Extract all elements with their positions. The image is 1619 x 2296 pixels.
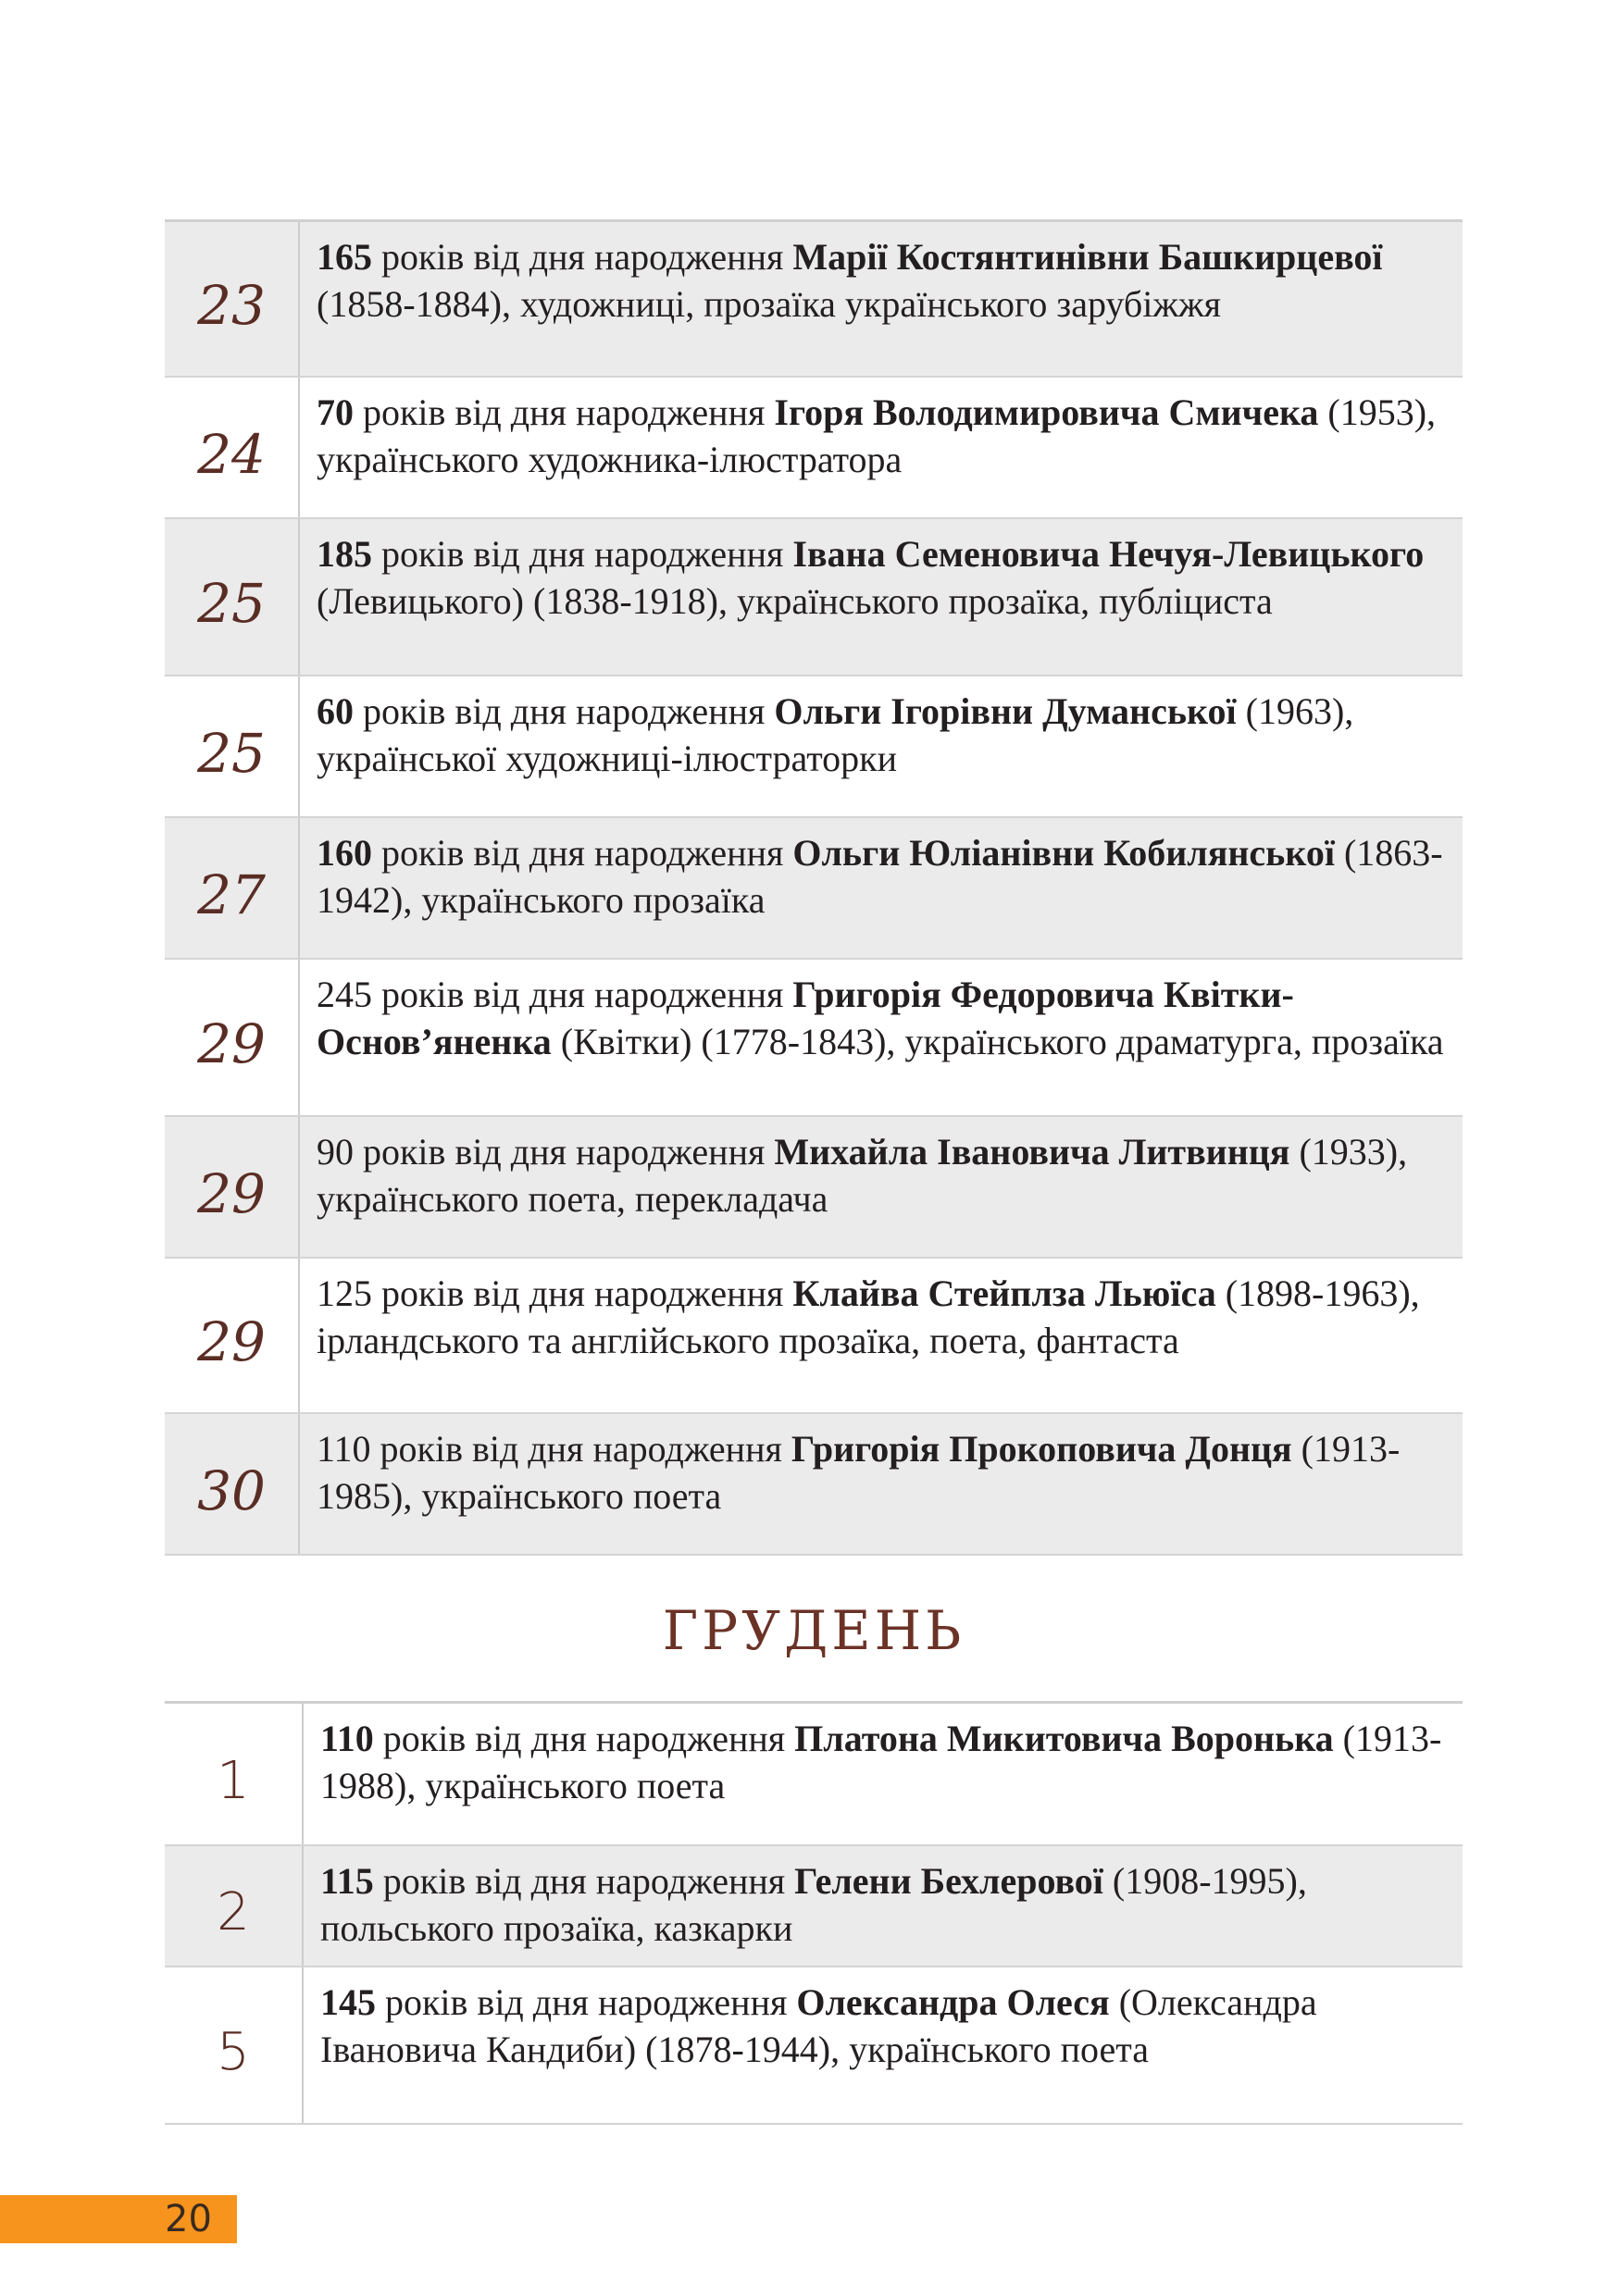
- anniversary-years: 160: [317, 832, 372, 874]
- anniversary-text: [304, 1967, 1463, 2123]
- table-row: [165, 222, 1463, 378]
- anniversary-phrase: років від дня народження: [372, 533, 793, 575]
- anniversary-text: [300, 1259, 1463, 1412]
- person-name: Григорія Федоровича Квітки-Основ’яненка: [317, 974, 1294, 1062]
- day-number: 27: [165, 818, 300, 958]
- day-number: 29: [165, 1259, 300, 1412]
- person-details: (1963), української художниці-ілюстраторки: [317, 690, 1354, 779]
- anniversary-years: 245: [317, 974, 372, 1015]
- person-details: (Олександра Івановича Кандиби) (1878-1944), українського поета: [320, 1981, 1317, 2070]
- anniversary-text: [300, 1117, 1463, 1257]
- table-row: [165, 676, 1463, 818]
- anniversary-years: 90: [317, 1131, 354, 1173]
- day-number: 29: [165, 960, 300, 1115]
- person-name: Платона Микитовича Воронька: [794, 1718, 1334, 1759]
- person-name: Ольги Ігорівни Думанської: [774, 690, 1237, 732]
- table-row: [165, 1414, 1463, 1556]
- anniversary-years: 165: [317, 236, 372, 278]
- person-name: Ігоря Володимировича Смичека: [774, 391, 1319, 433]
- anniversary-text: [300, 519, 1463, 675]
- day-number: 2: [165, 1846, 304, 1966]
- person-details: (Квітки) (1778-1843), українського драматурга, прозаїка: [551, 1021, 1444, 1062]
- day-number: 30: [165, 1414, 300, 1554]
- anniversary-years: 115: [320, 1860, 374, 1902]
- day-number: 25: [165, 519, 300, 675]
- person-name: Григорія Прокоповича Донця: [791, 1428, 1292, 1470]
- day-number: 1: [165, 1704, 304, 1844]
- person-name: Михайла Івановича Литвинця: [774, 1131, 1290, 1173]
- table-row: [165, 1704, 1463, 1846]
- anniversary-text: [300, 222, 1463, 376]
- person-name: Гелени Бехлерової: [794, 1860, 1103, 1902]
- anniversary-years: 70: [317, 391, 354, 433]
- table-row: [165, 1117, 1463, 1259]
- table-row: [165, 818, 1463, 960]
- person-details: (1913-1985), українського поета: [317, 1428, 1401, 1517]
- anniversary-years: 145: [320, 1981, 376, 2023]
- person-details: (Левицького) (1838-1918), українського прозаїка, публіциста: [317, 580, 1273, 622]
- table-row: [165, 519, 1463, 676]
- anniversary-phrase: років від дня народження: [354, 690, 775, 732]
- anniversary-years: 185: [317, 533, 372, 575]
- table-row: [165, 1967, 1463, 2125]
- day-number: 24: [165, 378, 300, 517]
- november-table: [165, 219, 1463, 1556]
- december-table: [165, 1701, 1463, 2125]
- day-number: 25: [165, 676, 300, 816]
- table-row: [165, 378, 1463, 519]
- person-details: (1913-1988), українського поета: [320, 1718, 1442, 1806]
- anniversary-text: [304, 1846, 1463, 1966]
- person-details: (1908-1995), польського прозаїка, казкарки: [320, 1860, 1307, 1949]
- anniversary-phrase: років від дня народження: [372, 974, 793, 1015]
- anniversary-text: [300, 1414, 1463, 1554]
- anniversary-years: 60: [317, 690, 354, 732]
- person-name: Олександра Олеся: [796, 1981, 1110, 2023]
- anniversary-years: 110: [317, 1428, 371, 1470]
- person-details: (1863-1942), українського прозаїка: [317, 832, 1443, 921]
- anniversary-phrase: років від дня народження: [373, 1718, 795, 1759]
- anniversary-phrase: років від дня народження: [376, 1981, 797, 2023]
- table-row: [165, 1259, 1463, 1414]
- anniversary-years: 110: [320, 1718, 374, 1759]
- anniversary-phrase: років від дня народження: [354, 391, 775, 433]
- person-name: Клайва Стейплза Льюїса: [792, 1272, 1216, 1314]
- month-title: ГРУДЕНЬ: [662, 1599, 965, 1662]
- person-details: (1933), українського поета, перекладача: [317, 1131, 1408, 1220]
- anniversary-phrase: років від дня народження: [372, 1272, 793, 1314]
- anniversary-phrase: років від дня народження: [373, 1860, 795, 1902]
- anniversary-phrase: років від дня народження: [354, 1131, 775, 1173]
- day-number: 29: [165, 1117, 300, 1257]
- person-name: Івана Семеновича Нечуя-Левицького: [792, 533, 1425, 575]
- anniversary-phrase: років від дня народження: [372, 236, 793, 278]
- page-number: 20: [165, 2198, 212, 2240]
- person-details: (1898-1963), ірландського та англійського прозаїка, поета, фантаста: [317, 1272, 1420, 1361]
- anniversary-phrase: років від дня народження: [370, 1428, 791, 1470]
- anniversary-phrase: років від дня народження: [372, 832, 793, 874]
- anniversary-text: [300, 378, 1463, 517]
- anniversary-years: 125: [317, 1272, 372, 1314]
- person-details: (1953), українського художника-ілюстратора: [317, 391, 1437, 480]
- person-details: (1858-1884), художниці, прозаїка українського зарубіжжя: [317, 283, 1222, 325]
- table-row: [165, 960, 1463, 1117]
- day-number: 5: [165, 1967, 304, 2123]
- person-name: Ольги Юліанівни Кобилянської: [792, 832, 1335, 874]
- anniversary-text: [300, 960, 1463, 1115]
- day-number: 23: [165, 222, 300, 376]
- anniversary-text: [300, 818, 1463, 958]
- person-name: Марії Костянтинівни Башкирцевої: [792, 236, 1383, 278]
- anniversary-text: [304, 1704, 1463, 1844]
- table-row: [165, 1846, 1463, 1967]
- anniversary-text: [300, 676, 1463, 816]
